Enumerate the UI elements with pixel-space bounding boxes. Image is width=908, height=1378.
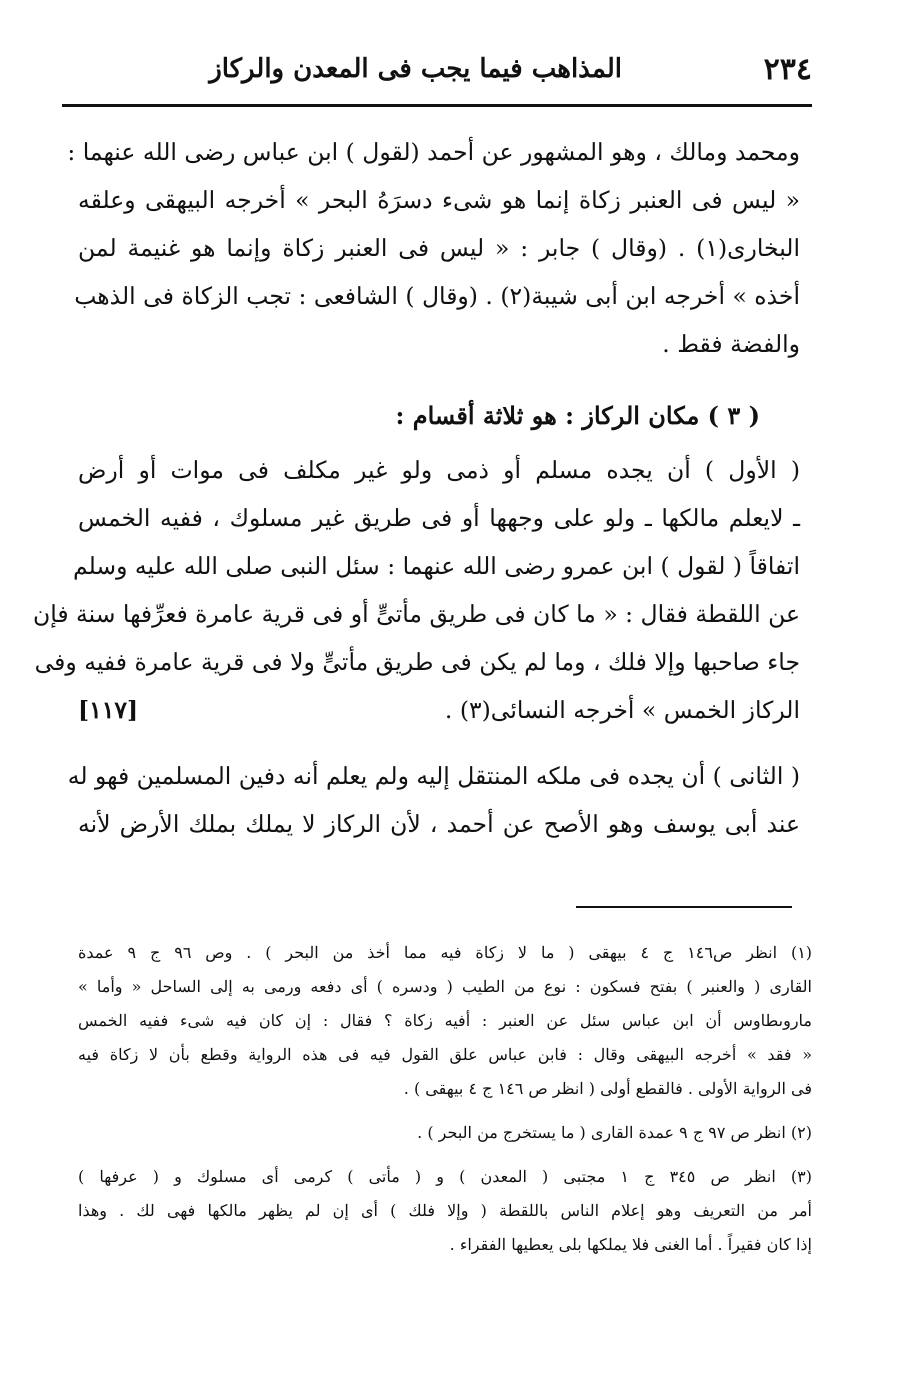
text-line: البخارى(١) . (وقال ) جابر : « ليس فى العنبر زكاة وإنما هو غنيمة لمن <box>78 234 800 262</box>
footnote-line: ماروىطاوس أن ابن عباس سئل عن العنبر : أفيه زكاة ؟ فقال : إن كان فيه شىء ففيه الخمس <box>78 1011 812 1030</box>
page-number: ٢٣٤ <box>763 52 812 87</box>
footnote-line: (٣) انظر ص ٣٤٥ ج ١ مجتبى ( المعدن ) و ( مأتى ) كرمى أى مسلوك و ( عرفها ) <box>78 1167 812 1186</box>
paragraph-3 <box>67 752 800 848</box>
text-line: جاء صاحبها وإلا فلك ، وما لم يكن فى طريق مأتىٍّ ولا فى قرية عامرة ففيه وفى <box>34 648 800 676</box>
footnote-1 <box>78 936 812 1106</box>
paragraph-1 <box>67 128 800 368</box>
text-line-content: الركاز الخمس » أخرجه النسائى(٣) . <box>444 696 800 724</box>
text-line <box>78 686 800 734</box>
text-line: عند أبى يوسف وهو الأصح عن أحمد ، لأن الركاز لا يملك بملك الأرض لأنه <box>78 810 800 838</box>
text-line: عن اللقطة فقال : « ما كان فى طريق مأتىٍّ أو فى قرية عامرة فعرِّفها سنة فإن <box>32 600 800 628</box>
footnotes <box>78 936 812 1262</box>
footnote-line: فى الرواية الأولى . فالقطع أولى ( انظر ص ١٤٦ ج ٤ بيهقى ) . <box>403 1079 812 1098</box>
text-line: ـ لايعلم مالكها ـ ولو على وجهها أو فى طريق غير مسلوك ، ففيه الخمس <box>78 504 800 532</box>
footnote-line: (٢) انظر ص ٩٧ ج ٩ عمدة القارى ( ما يستخرج من البحر ) . <box>417 1123 812 1142</box>
text-line: ومحمد ومالك ، وهو المشهور عن أحمد (لقول ) ابن عباس رضى الله عنهما : <box>67 138 800 166</box>
footnote-3 <box>78 1160 812 1262</box>
header-rule <box>62 104 812 107</box>
hadith-number: [١١٧] <box>78 696 139 724</box>
footnote-line: القارى ( والعنبر ) بفتح فسكون : نوع من الطيب ( ودسره ) أى دفعه ورمى به إلى الساحل « وأما » <box>78 977 812 996</box>
text-line: أخذه » أخرجه ابن أبى شيبة(٢) . (وقال ) الشافعى : تجب الزكاة فى الذهب <box>74 282 800 310</box>
main-text <box>32 128 800 848</box>
text-line: ( الأول ) أن يجده مسلم أو ذمى ولو غير مكلف فى موات أو أرض <box>78 456 800 484</box>
text-line: « ليس فى العنبر زكاة إنما هو شىء دسرَهُ البحر » أخرجه البيهقى وعلقه <box>78 186 800 214</box>
footnote-2 <box>78 1116 812 1150</box>
running-title: المذاهب فيما يجب فى المعدن والركاز <box>209 54 622 84</box>
page-header <box>62 52 812 102</box>
footnote-rule <box>576 906 792 908</box>
section-heading: ( ٣ ) مكان الركاز : هو ثلاثة أقسام : <box>395 401 760 430</box>
footnote-line: أمر من التعريف وهو إعلام الناس باللقطة ( وإلا فلك ) أى إن لم يظهر مالكها فهى لك . وهذا <box>78 1201 813 1220</box>
footnote-line: إذا كان فقيراً . أما الغنى فلا يملكها بلى يعطيها الفقراء . <box>449 1235 812 1254</box>
footnote-line: « فقد » أخرجه البيهقى وقال : فابن عباس علق القول فيه فى هذه الرواية وقطع بأن لا زكاة فيه <box>78 1045 812 1064</box>
text-line: والفضة فقط . <box>662 330 800 358</box>
paragraph-2 <box>32 446 800 734</box>
text-line: ( الثانى ) أن يجده فى ملكه المنتقل إليه ولم يعلم أنه دفين المسلمين فهو له <box>67 762 800 790</box>
footnote-line: (١) انظر ص١٤٦ ج ٤ بيهقى ( ما لا زكاة فيه مما أخذ من البحر ) . وص ٩٦ ج ٩ عمدة <box>78 943 813 962</box>
text-line: اتفاقاً ( لقول ) ابن عمرو رضى الله عنهما : سئل النبى صلى الله عليه وسلم <box>73 552 800 580</box>
